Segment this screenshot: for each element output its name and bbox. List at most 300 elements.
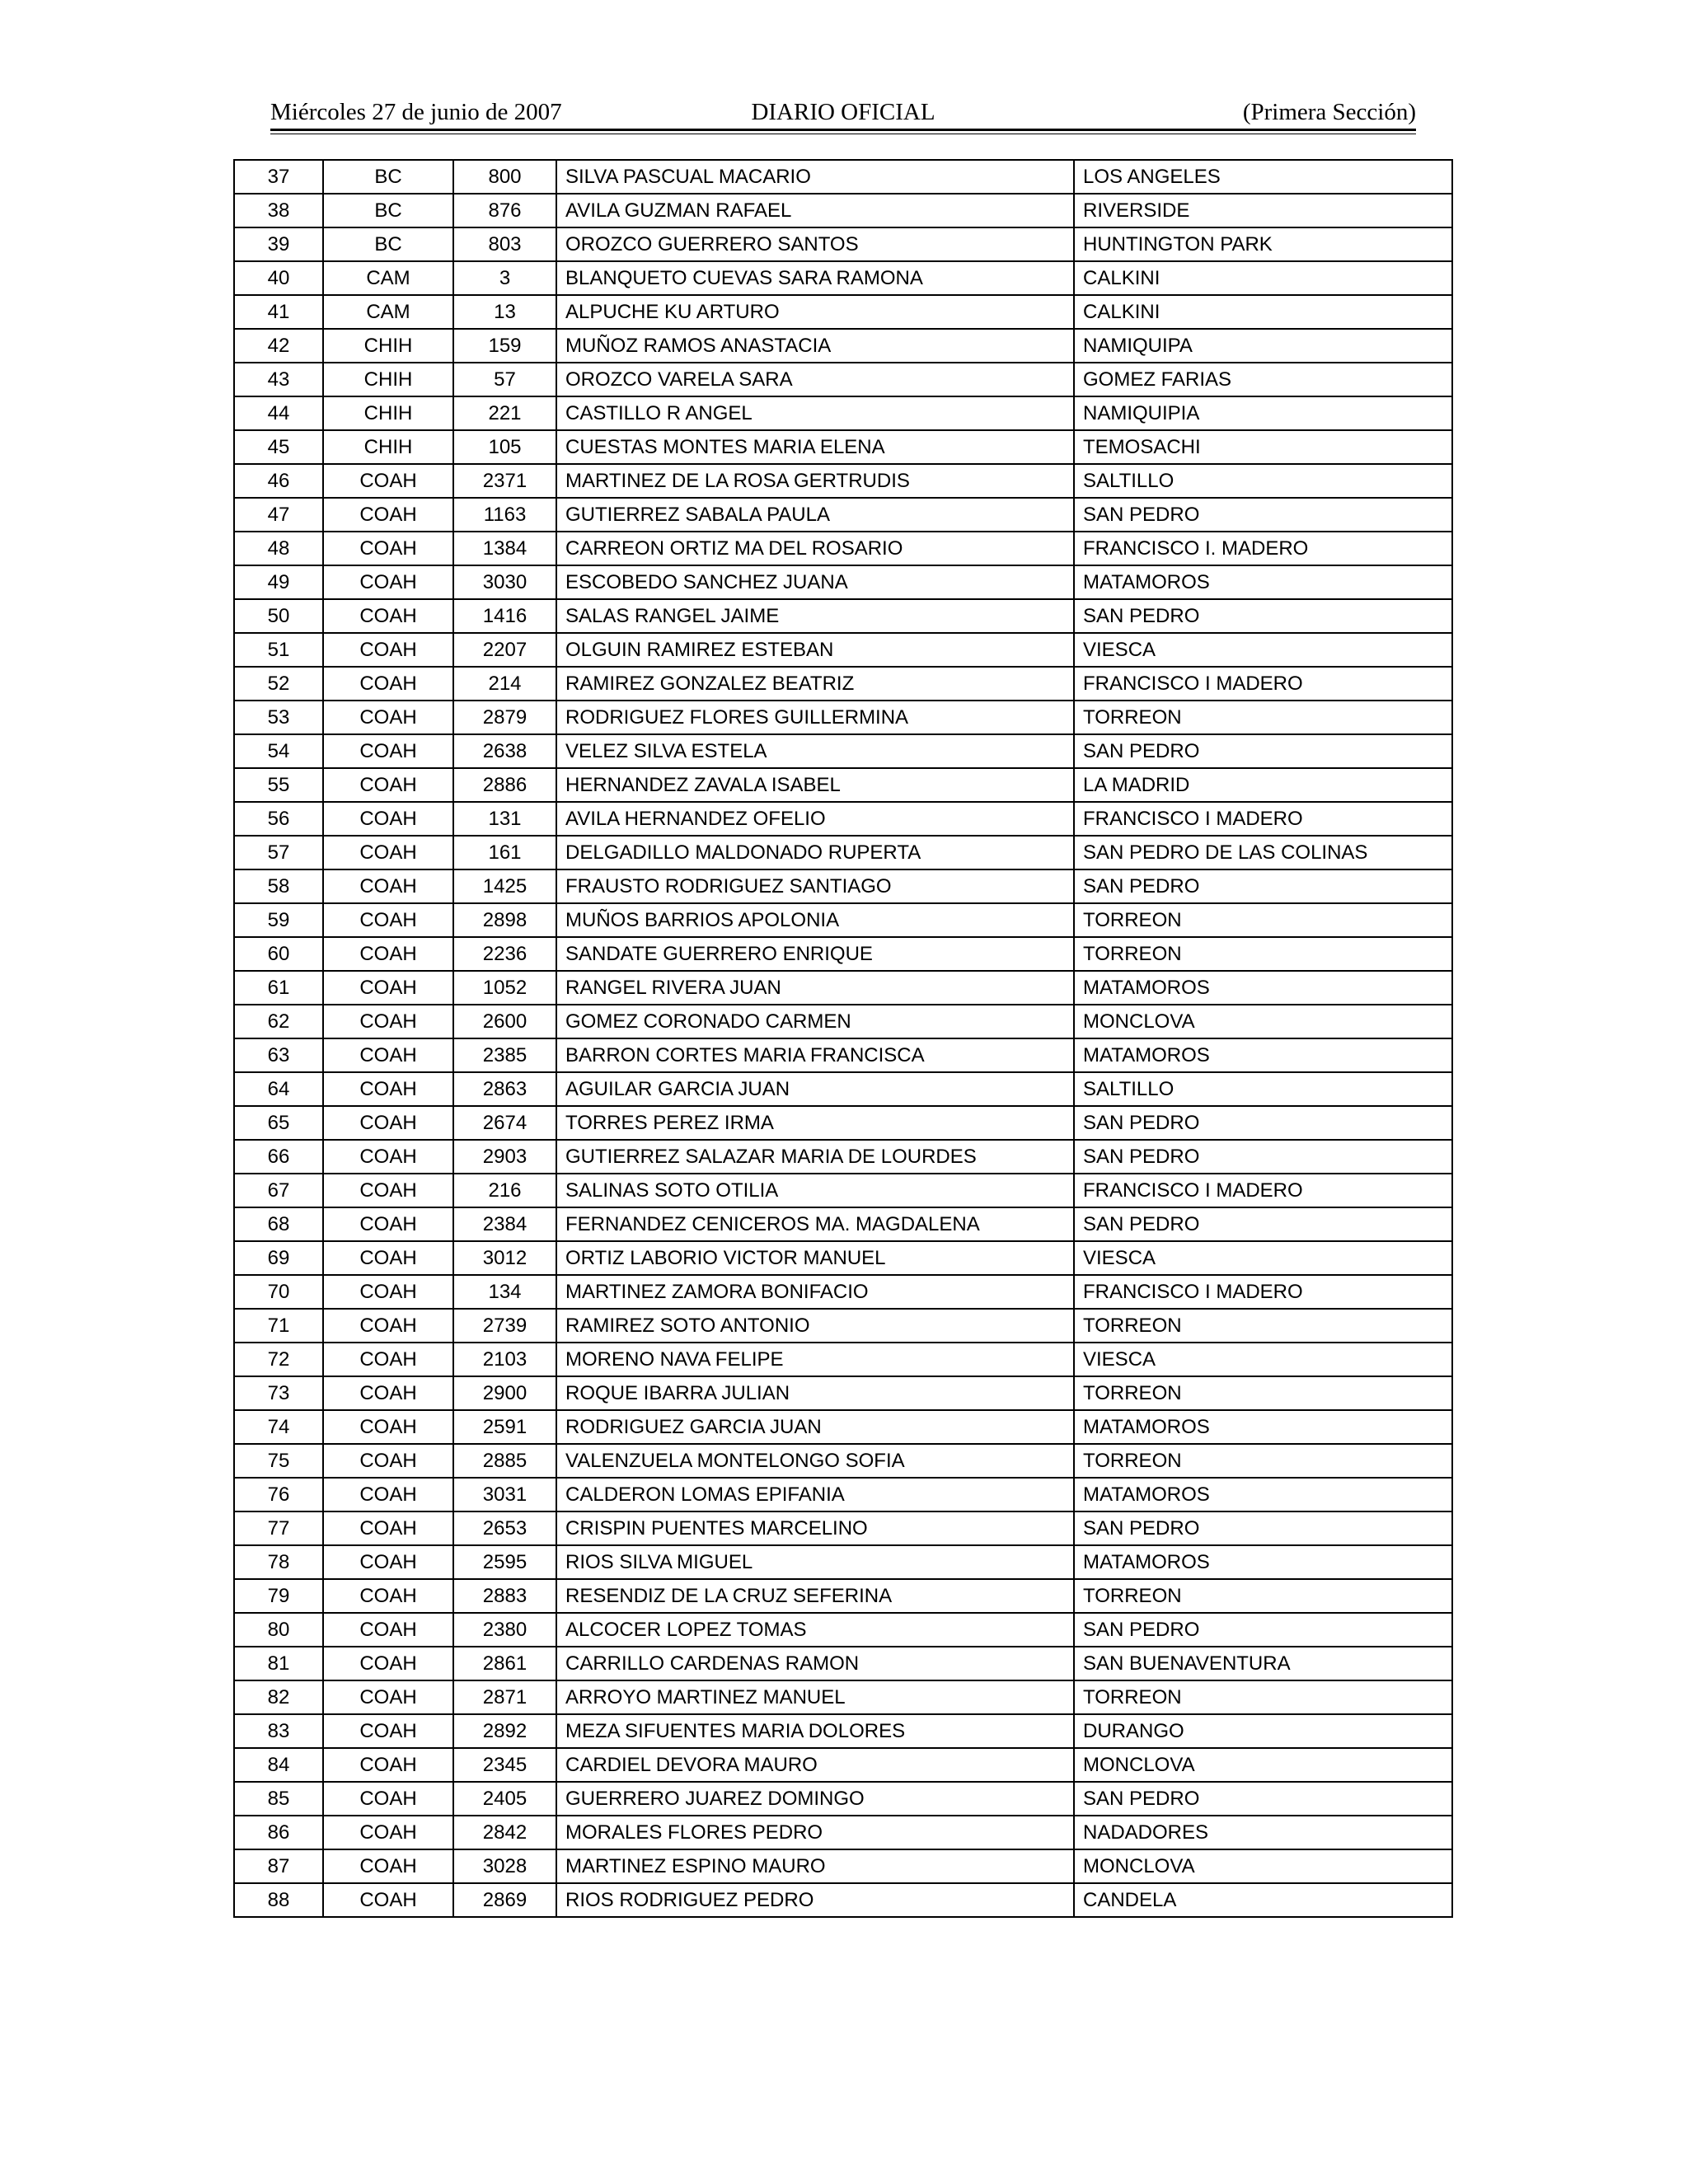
table-row	[234, 1478, 1452, 1511]
person-name-cell: CARDIEL DEVORA MAURO	[556, 1748, 1074, 1782]
table-row	[234, 1849, 1452, 1883]
table-row	[234, 1782, 1452, 1816]
row-number-cell: 41	[234, 295, 323, 329]
record-id-cell: 3031	[453, 1478, 556, 1511]
table-row	[234, 1376, 1452, 1410]
state-code-cell: COAH	[323, 869, 453, 903]
record-id-cell: 3028	[453, 1849, 556, 1883]
person-name-cell: VALENZUELA MONTELONGO SOFIA	[556, 1444, 1074, 1478]
state-code-cell: COAH	[323, 1106, 453, 1140]
state-code-cell: COAH	[323, 734, 453, 768]
row-number-cell: 59	[234, 903, 323, 937]
person-name-cell: AGUILAR GARCIA JUAN	[556, 1072, 1074, 1106]
table-row	[234, 633, 1452, 667]
state-code-cell: BC	[323, 160, 453, 194]
city-cell: MONCLOVA	[1074, 1849, 1452, 1883]
person-name-cell: MEZA SIFUENTES MARIA DOLORES	[556, 1714, 1074, 1748]
city-cell: NADADORES	[1074, 1816, 1452, 1849]
table-row	[234, 227, 1452, 261]
table-row	[234, 1680, 1452, 1714]
table-row	[234, 734, 1452, 768]
record-id-cell: 2861	[453, 1647, 556, 1680]
row-number-cell: 58	[234, 869, 323, 903]
person-name-cell: MORALES FLORES PEDRO	[556, 1816, 1074, 1849]
city-cell: TORREON	[1074, 1579, 1452, 1613]
state-code-cell: COAH	[323, 1241, 453, 1275]
person-name-cell: MUÑOS BARRIOS APOLONIA	[556, 903, 1074, 937]
registry-table-body	[234, 160, 1452, 1917]
record-id-cell: 131	[453, 802, 556, 836]
city-cell: VIESCA	[1074, 633, 1452, 667]
person-name-cell: AVILA HERNANDEZ OFELIO	[556, 802, 1074, 836]
city-cell: SALTILLO	[1074, 464, 1452, 498]
person-name-cell: GUTIERREZ SABALA PAULA	[556, 498, 1074, 532]
row-number-cell: 70	[234, 1275, 323, 1309]
state-code-cell: COAH	[323, 768, 453, 802]
state-code-cell: COAH	[323, 1410, 453, 1444]
state-code-cell: COAH	[323, 971, 453, 1005]
record-id-cell: 2879	[453, 701, 556, 734]
city-cell: SAN PEDRO DE LAS COLINAS	[1074, 836, 1452, 869]
state-code-cell: CAM	[323, 261, 453, 295]
table-row	[234, 1647, 1452, 1680]
row-number-cell: 80	[234, 1613, 323, 1647]
person-name-cell: ESCOBEDO SANCHEZ JUANA	[556, 565, 1074, 599]
city-cell: SAN PEDRO	[1074, 1613, 1452, 1647]
city-cell: SAN PEDRO	[1074, 869, 1452, 903]
person-name-cell: CASTILLO R ANGEL	[556, 396, 1074, 430]
row-number-cell: 42	[234, 329, 323, 363]
person-name-cell: RAMIREZ GONZALEZ BEATRIZ	[556, 667, 1074, 701]
city-cell: SAN PEDRO	[1074, 1511, 1452, 1545]
city-cell: SAN PEDRO	[1074, 734, 1452, 768]
state-code-cell: COAH	[323, 1748, 453, 1782]
row-number-cell: 81	[234, 1647, 323, 1680]
table-row	[234, 971, 1452, 1005]
state-code-cell: COAH	[323, 1579, 453, 1613]
row-number-cell: 37	[234, 160, 323, 194]
state-code-cell: COAH	[323, 937, 453, 971]
row-number-cell: 75	[234, 1444, 323, 1478]
city-cell: LA MADRID	[1074, 768, 1452, 802]
person-name-cell: RIOS SILVA MIGUEL	[556, 1545, 1074, 1579]
row-number-cell: 73	[234, 1376, 323, 1410]
table-row	[234, 1174, 1452, 1207]
record-id-cell: 803	[453, 227, 556, 261]
person-name-cell: RANGEL RIVERA JUAN	[556, 971, 1074, 1005]
record-id-cell: 2591	[453, 1410, 556, 1444]
row-number-cell: 77	[234, 1511, 323, 1545]
table-row	[234, 430, 1452, 464]
row-number-cell: 55	[234, 768, 323, 802]
table-row	[234, 498, 1452, 532]
header-rule-thick	[270, 129, 1416, 131]
city-cell: TORREON	[1074, 1680, 1452, 1714]
city-cell: HUNTINGTON PARK	[1074, 227, 1452, 261]
record-id-cell: 2903	[453, 1140, 556, 1174]
person-name-cell: ALPUCHE KU ARTURO	[556, 295, 1074, 329]
row-number-cell: 86	[234, 1816, 323, 1849]
person-name-cell: SALINAS SOTO OTILIA	[556, 1174, 1074, 1207]
state-code-cell: COAH	[323, 1613, 453, 1647]
city-cell: MATAMOROS	[1074, 565, 1452, 599]
row-number-cell: 61	[234, 971, 323, 1005]
city-cell: MONCLOVA	[1074, 1005, 1452, 1038]
record-id-cell: 2871	[453, 1680, 556, 1714]
row-number-cell: 57	[234, 836, 323, 869]
row-number-cell: 67	[234, 1174, 323, 1207]
row-number-cell: 47	[234, 498, 323, 532]
state-code-cell: COAH	[323, 1545, 453, 1579]
record-id-cell: 2900	[453, 1376, 556, 1410]
person-name-cell: MUÑOZ RAMOS ANASTACIA	[556, 329, 1074, 363]
state-code-cell: COAH	[323, 1816, 453, 1849]
row-number-cell: 76	[234, 1478, 323, 1511]
row-number-cell: 78	[234, 1545, 323, 1579]
state-code-cell: COAH	[323, 1343, 453, 1376]
person-name-cell: FRAUSTO RODRIGUEZ SANTIAGO	[556, 869, 1074, 903]
row-number-cell: 48	[234, 532, 323, 565]
record-id-cell: 221	[453, 396, 556, 430]
row-number-cell: 51	[234, 633, 323, 667]
person-name-cell: BARRON CORTES MARIA FRANCISCA	[556, 1038, 1074, 1072]
row-number-cell: 50	[234, 599, 323, 633]
state-code-cell: COAH	[323, 1174, 453, 1207]
city-cell: MATAMOROS	[1074, 971, 1452, 1005]
row-number-cell: 85	[234, 1782, 323, 1816]
table-row	[234, 1613, 1452, 1647]
person-name-cell: ALCOCER LOPEZ TOMAS	[556, 1613, 1074, 1647]
city-cell: CALKINI	[1074, 261, 1452, 295]
person-name-cell: RODRIGUEZ GARCIA JUAN	[556, 1410, 1074, 1444]
table-row	[234, 1072, 1452, 1106]
person-name-cell: OROZCO VARELA SARA	[556, 363, 1074, 396]
row-number-cell: 52	[234, 667, 323, 701]
table-row	[234, 1038, 1452, 1072]
person-name-cell: GOMEZ CORONADO CARMEN	[556, 1005, 1074, 1038]
table-row	[234, 701, 1452, 734]
city-cell: TORREON	[1074, 701, 1452, 734]
person-name-cell: FERNANDEZ CENICEROS MA. MAGDALENA	[556, 1207, 1074, 1241]
row-number-cell: 63	[234, 1038, 323, 1072]
city-cell: FRANCISCO I MADERO	[1074, 1275, 1452, 1309]
state-code-cell: CAM	[323, 295, 453, 329]
table-row	[234, 1005, 1452, 1038]
table-row	[234, 1241, 1452, 1275]
city-cell: NAMIQUIPIA	[1074, 396, 1452, 430]
row-number-cell: 88	[234, 1883, 323, 1917]
state-code-cell: COAH	[323, 1883, 453, 1917]
record-id-cell: 1052	[453, 971, 556, 1005]
table-row	[234, 802, 1452, 836]
city-cell: SAN PEDRO	[1074, 599, 1452, 633]
person-name-cell: CALDERON LOMAS EPIFANIA	[556, 1478, 1074, 1511]
state-code-cell: COAH	[323, 1444, 453, 1478]
person-name-cell: TORRES PEREZ IRMA	[556, 1106, 1074, 1140]
city-cell: SAN PEDRO	[1074, 1106, 1452, 1140]
city-cell: TORREON	[1074, 903, 1452, 937]
record-id-cell: 2405	[453, 1782, 556, 1816]
person-name-cell: OLGUIN RAMIREZ ESTEBAN	[556, 633, 1074, 667]
row-number-cell: 65	[234, 1106, 323, 1140]
state-code-cell: COAH	[323, 802, 453, 836]
city-cell: VIESCA	[1074, 1241, 1452, 1275]
city-cell: SAN PEDRO	[1074, 1207, 1452, 1241]
state-code-cell: COAH	[323, 1072, 453, 1106]
person-name-cell: MARTINEZ ZAMORA BONIFACIO	[556, 1275, 1074, 1309]
row-number-cell: 40	[234, 261, 323, 295]
row-number-cell: 87	[234, 1849, 323, 1883]
record-id-cell: 159	[453, 329, 556, 363]
person-name-cell: ARROYO MARTINEZ MANUEL	[556, 1680, 1074, 1714]
record-id-cell: 876	[453, 194, 556, 227]
city-cell: SAN PEDRO	[1074, 1782, 1452, 1816]
record-id-cell: 2892	[453, 1714, 556, 1748]
state-code-cell: COAH	[323, 1376, 453, 1410]
city-cell: LOS ANGELES	[1074, 160, 1452, 194]
row-number-cell: 84	[234, 1748, 323, 1782]
row-number-cell: 49	[234, 565, 323, 599]
city-cell: MONCLOVA	[1074, 1748, 1452, 1782]
person-name-cell: GUTIERREZ SALAZAR MARIA DE LOURDES	[556, 1140, 1074, 1174]
city-cell: NAMIQUIPA	[1074, 329, 1452, 363]
record-id-cell: 2207	[453, 633, 556, 667]
person-name-cell: ORTIZ LABORIO VICTOR MANUEL	[556, 1241, 1074, 1275]
state-code-cell: COAH	[323, 1207, 453, 1241]
state-code-cell: COAH	[323, 836, 453, 869]
person-name-cell: SILVA PASCUAL MACARIO	[556, 160, 1074, 194]
city-cell: GOMEZ FARIAS	[1074, 363, 1452, 396]
table-row	[234, 363, 1452, 396]
city-cell: TORREON	[1074, 1376, 1452, 1410]
table-row	[234, 1883, 1452, 1917]
city-cell: FRANCISCO I MADERO	[1074, 802, 1452, 836]
table-row	[234, 1714, 1452, 1748]
state-code-cell: COAH	[323, 464, 453, 498]
record-id-cell: 134	[453, 1275, 556, 1309]
row-number-cell: 45	[234, 430, 323, 464]
record-id-cell: 214	[453, 667, 556, 701]
state-code-cell: BC	[323, 227, 453, 261]
record-id-cell: 3030	[453, 565, 556, 599]
record-id-cell: 2863	[453, 1072, 556, 1106]
person-name-cell: VELEZ SILVA ESTELA	[556, 734, 1074, 768]
person-name-cell: AVILA GUZMAN RAFAEL	[556, 194, 1074, 227]
table-row	[234, 194, 1452, 227]
row-number-cell: 44	[234, 396, 323, 430]
city-cell: SAN PEDRO	[1074, 498, 1452, 532]
table-row	[234, 396, 1452, 430]
city-cell: TORREON	[1074, 1444, 1452, 1478]
city-cell: FRANCISCO I MADERO	[1074, 667, 1452, 701]
state-code-cell: COAH	[323, 532, 453, 565]
record-id-cell: 2595	[453, 1545, 556, 1579]
row-number-cell: 64	[234, 1072, 323, 1106]
table-row	[234, 903, 1452, 937]
record-id-cell: 2842	[453, 1816, 556, 1849]
table-row	[234, 532, 1452, 565]
row-number-cell: 46	[234, 464, 323, 498]
record-id-cell: 161	[453, 836, 556, 869]
header-section: (Primera Sección)	[1242, 99, 1416, 125]
row-number-cell: 71	[234, 1309, 323, 1343]
state-code-cell: COAH	[323, 1511, 453, 1545]
row-number-cell: 72	[234, 1343, 323, 1376]
table-row	[234, 1410, 1452, 1444]
row-number-cell: 68	[234, 1207, 323, 1241]
table-row	[234, 295, 1452, 329]
city-cell: CALKINI	[1074, 295, 1452, 329]
person-name-cell: RESENDIZ DE LA CRUZ SEFERINA	[556, 1579, 1074, 1613]
record-id-cell: 2674	[453, 1106, 556, 1140]
state-code-cell: COAH	[323, 1478, 453, 1511]
row-number-cell: 56	[234, 802, 323, 836]
table-row	[234, 1511, 1452, 1545]
row-number-cell: 60	[234, 937, 323, 971]
table-row	[234, 1207, 1452, 1241]
state-code-cell: CHIH	[323, 430, 453, 464]
city-cell: VIESCA	[1074, 1343, 1452, 1376]
state-code-cell: COAH	[323, 498, 453, 532]
table-row	[234, 1343, 1452, 1376]
registry-table	[233, 159, 1453, 1918]
record-id-cell: 13	[453, 295, 556, 329]
record-id-cell: 2898	[453, 903, 556, 937]
record-id-cell: 2869	[453, 1883, 556, 1917]
row-number-cell: 69	[234, 1241, 323, 1275]
person-name-cell: CARRILLO CARDENAS RAMON	[556, 1647, 1074, 1680]
state-code-cell: CHIH	[323, 329, 453, 363]
state-code-cell: COAH	[323, 1005, 453, 1038]
row-number-cell: 39	[234, 227, 323, 261]
row-number-cell: 66	[234, 1140, 323, 1174]
table-row	[234, 768, 1452, 802]
person-name-cell: RIOS RODRIGUEZ PEDRO	[556, 1883, 1074, 1917]
record-id-cell: 2345	[453, 1748, 556, 1782]
state-code-cell: COAH	[323, 1849, 453, 1883]
person-name-cell: RODRIGUEZ FLORES GUILLERMINA	[556, 701, 1074, 734]
city-cell: DURANGO	[1074, 1714, 1452, 1748]
record-id-cell: 2385	[453, 1038, 556, 1072]
person-name-cell: MARTINEZ ESPINO MAURO	[556, 1849, 1074, 1883]
table-row	[234, 329, 1452, 363]
state-code-cell: BC	[323, 194, 453, 227]
table-row	[234, 1545, 1452, 1579]
record-id-cell: 2653	[453, 1511, 556, 1545]
person-name-cell: MORENO NAVA FELIPE	[556, 1343, 1074, 1376]
row-number-cell: 83	[234, 1714, 323, 1748]
table-row	[234, 599, 1452, 633]
state-code-cell: COAH	[323, 903, 453, 937]
record-id-cell: 2380	[453, 1613, 556, 1647]
record-id-cell: 2103	[453, 1343, 556, 1376]
person-name-cell: SANDATE GUERRERO ENRIQUE	[556, 937, 1074, 971]
state-code-cell: COAH	[323, 667, 453, 701]
person-name-cell: SALAS RANGEL JAIME	[556, 599, 1074, 633]
record-id-cell: 1384	[453, 532, 556, 565]
row-number-cell: 53	[234, 701, 323, 734]
record-id-cell: 2371	[453, 464, 556, 498]
table-row	[234, 261, 1452, 295]
city-cell: TEMOSACHI	[1074, 430, 1452, 464]
record-id-cell: 3	[453, 261, 556, 295]
city-cell: MATAMOROS	[1074, 1038, 1452, 1072]
city-cell: FRANCISCO I MADERO	[1074, 1174, 1452, 1207]
city-cell: CANDELA	[1074, 1883, 1452, 1917]
row-number-cell: 79	[234, 1579, 323, 1613]
state-code-cell: COAH	[323, 633, 453, 667]
person-name-cell: GUERRERO JUAREZ DOMINGO	[556, 1782, 1074, 1816]
person-name-cell: CRISPIN PUENTES MARCELINO	[556, 1511, 1074, 1545]
record-id-cell: 2886	[453, 768, 556, 802]
person-name-cell: BLANQUETO CUEVAS SARA RAMONA	[556, 261, 1074, 295]
city-cell: SAN BUENAVENTURA	[1074, 1647, 1452, 1680]
table-row	[234, 869, 1452, 903]
record-id-cell: 2883	[453, 1579, 556, 1613]
record-id-cell: 3012	[453, 1241, 556, 1275]
state-code-cell: COAH	[323, 1309, 453, 1343]
table-row	[234, 565, 1452, 599]
record-id-cell: 2885	[453, 1444, 556, 1478]
record-id-cell: 2638	[453, 734, 556, 768]
table-row	[234, 1816, 1452, 1849]
city-cell: TORREON	[1074, 937, 1452, 971]
person-name-cell: CUESTAS MONTES MARIA ELENA	[556, 430, 1074, 464]
person-name-cell: MARTINEZ DE LA ROSA GERTRUDIS	[556, 464, 1074, 498]
person-name-cell: CARREON ORTIZ MA DEL ROSARIO	[556, 532, 1074, 565]
state-code-cell: COAH	[323, 701, 453, 734]
table-row	[234, 836, 1452, 869]
person-name-cell: OROZCO GUERRERO SANTOS	[556, 227, 1074, 261]
city-cell: RIVERSIDE	[1074, 194, 1452, 227]
city-cell: TORREON	[1074, 1309, 1452, 1343]
table-row	[234, 937, 1452, 971]
row-number-cell: 74	[234, 1410, 323, 1444]
record-id-cell: 2600	[453, 1005, 556, 1038]
row-number-cell: 62	[234, 1005, 323, 1038]
state-code-cell: CHIH	[323, 396, 453, 430]
state-code-cell: COAH	[323, 1782, 453, 1816]
row-number-cell: 43	[234, 363, 323, 396]
header-date: Miércoles 27 de junio de 2007	[270, 99, 562, 125]
state-code-cell: COAH	[323, 599, 453, 633]
person-name-cell: RAMIREZ SOTO ANTONIO	[556, 1309, 1074, 1343]
state-code-cell: COAH	[323, 1714, 453, 1748]
person-name-cell: ROQUE IBARRA JULIAN	[556, 1376, 1074, 1410]
record-id-cell: 1425	[453, 869, 556, 903]
table-row	[234, 1106, 1452, 1140]
table-row	[234, 1579, 1452, 1613]
person-name-cell: HERNANDEZ ZAVALA ISABEL	[556, 768, 1074, 802]
record-id-cell: 105	[453, 430, 556, 464]
city-cell: MATAMOROS	[1074, 1478, 1452, 1511]
row-number-cell: 38	[234, 194, 323, 227]
city-cell: SALTILLO	[1074, 1072, 1452, 1106]
person-name-cell: DELGADILLO MALDONADO RUPERTA	[556, 836, 1074, 869]
state-code-cell: COAH	[323, 1680, 453, 1714]
header-publication-title: DIARIO OFICIAL	[751, 99, 935, 125]
state-code-cell: COAH	[323, 1275, 453, 1309]
table-row	[234, 1140, 1452, 1174]
record-id-cell: 216	[453, 1174, 556, 1207]
table-row	[234, 667, 1452, 701]
state-code-cell: COAH	[323, 1038, 453, 1072]
state-code-cell: CHIH	[323, 363, 453, 396]
city-cell: MATAMOROS	[1074, 1410, 1452, 1444]
state-code-cell: COAH	[323, 1647, 453, 1680]
state-code-cell: COAH	[323, 1140, 453, 1174]
row-number-cell: 54	[234, 734, 323, 768]
